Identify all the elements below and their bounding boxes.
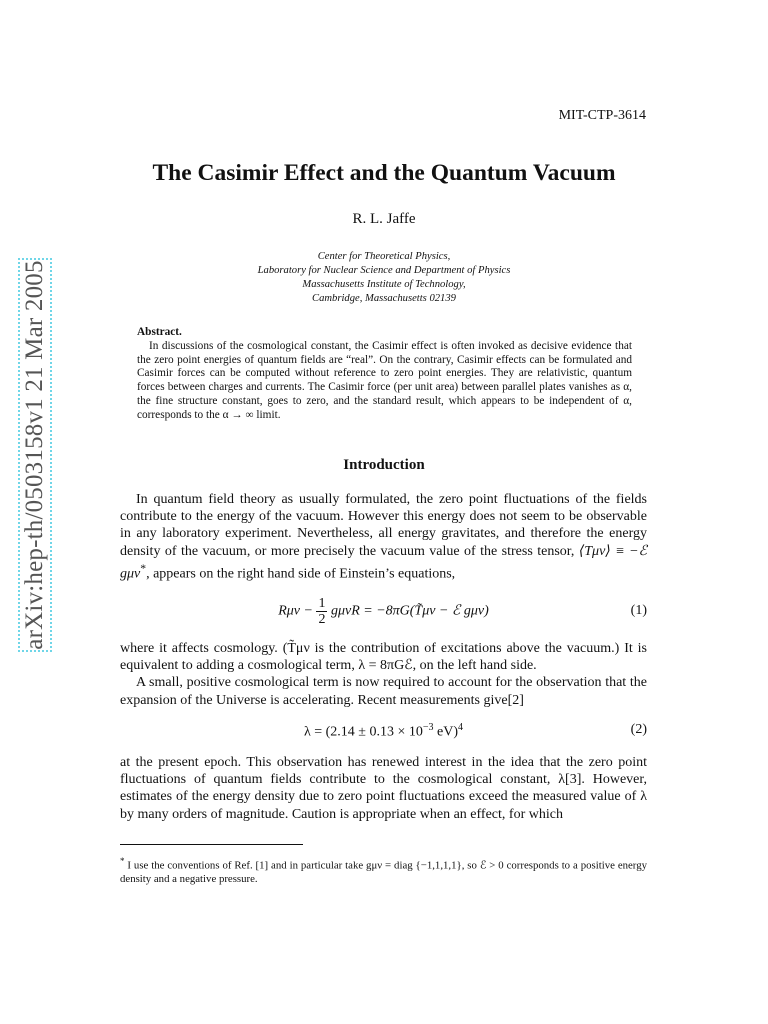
affiliation-line: Laboratory for Nuclear Science and Department of Physics	[257, 265, 511, 276]
equation-rhs: gμνR = −8πG(T̃μν − ℰ gμν)	[330, 603, 489, 619]
affiliation-line: Cambridge, Massachusetts 02139	[312, 293, 456, 304]
abstract	[137, 326, 632, 423]
fraction-denominator: 2	[318, 612, 326, 627]
inline-math: ⟨Tμν⟩ ≡ −ℰ gμν	[120, 543, 647, 582]
equation-power: 4	[458, 722, 464, 733]
abstract-heading: Abstract.	[137, 326, 182, 338]
paragraph-text: In quantum field theory as usually formulated, the zero point fluctuations of the fields contribute to the energy of the vacuum. However this energy does not seem to be observable in any laboratory experiment. Nevertheless, all energy gravitates, and therefore the energy density of the vacuum, or more precisely the vacuum value of the stress tensor,	[120, 492, 647, 559]
footnote-text: I use the conventions of Ref. [1] and in particular take gμν = diag {−1,1,1,1}, so ℰ > 0 corresponds to a positive energy density and a negative pressure.	[120, 859, 647, 886]
affiliation-line: Massachusetts Institute of Technology,	[302, 279, 466, 290]
author-name: R. L. Jaffe	[352, 211, 416, 227]
equation-body: λ = (2.14 ± 0.13 × 10	[303, 724, 423, 740]
arxiv-stamp	[18, 258, 52, 652]
footnote	[120, 855, 647, 887]
footnote-divider	[120, 844, 303, 845]
affiliation-line: Center for Theoretical Physics,	[317, 251, 451, 262]
section-heading: Introduction	[343, 457, 425, 473]
equation-body: eV)	[433, 724, 459, 740]
abstract-text: In discussions of the cosmological constant, the Casimir effect is often invoked as decisive evidence that the zero point energies of quantum fields are “real”. On the contrary, Casimir effects can be formulated and Casimir forces can be computed without reference to zero point energies. They are relativistic, quantum forces between charges and currents. The Casimir force (per unit area) between parallel plates vanishes as α, the fine structure constant, goes to zero, and the standard result, which appears to be independent of α, corresponds to the α → ∞ limit.	[137, 339, 632, 421]
equation-1	[120, 596, 647, 630]
body-paragraph-3	[120, 754, 647, 823]
paragraph-text: , appears on the right hand side of Einstein’s equations,	[146, 566, 456, 582]
report-number: MIT-CTP-3614	[558, 108, 646, 123]
fraction-numerator: 1	[318, 596, 326, 611]
equation-fraction	[316, 596, 327, 627]
paper-title: The Casimir Effect and the Quantum Vacuum	[152, 160, 616, 186]
equation-lhs: Rμν −	[278, 603, 313, 619]
equation-number: (1)	[630, 603, 647, 618]
body-paragraph-1	[120, 491, 647, 583]
paragraph-text: where it affects cosmology. (T̃μν is the contribution of excitations above the vacuum.) It is equivalent to adding a cosmological term, λ = 8πGℰ, on the left hand side.	[120, 641, 647, 674]
arxiv-identifier: arXiv:hep-th/0503158v1 21 Mar 2005	[21, 260, 48, 650]
paragraph-text: A small, positive cosmological term is now required to account for the observation that the expansion of the Universe is accelerating. Recent measurements give[2]	[120, 675, 647, 708]
body-paragraph-2	[120, 640, 647, 709]
equation-exponent: −3	[422, 722, 434, 733]
affiliation-block	[0, 250, 768, 306]
equation-number: (2)	[630, 722, 647, 737]
equation-2	[120, 722, 647, 742]
paragraph-text: at the present epoch. This observation has renewed interest in the idea that the zero point fluctuations of quantum fields contribute to the cosmological constant, λ[3]. However, estimates of the energy density due to zero point fluctuations exceed the measured value of λ by many orders of magnitude. Caution is appropriate when an effect, for which	[120, 755, 647, 822]
footnote-marker: *	[140, 561, 147, 575]
footnote-marker: *	[120, 856, 125, 866]
